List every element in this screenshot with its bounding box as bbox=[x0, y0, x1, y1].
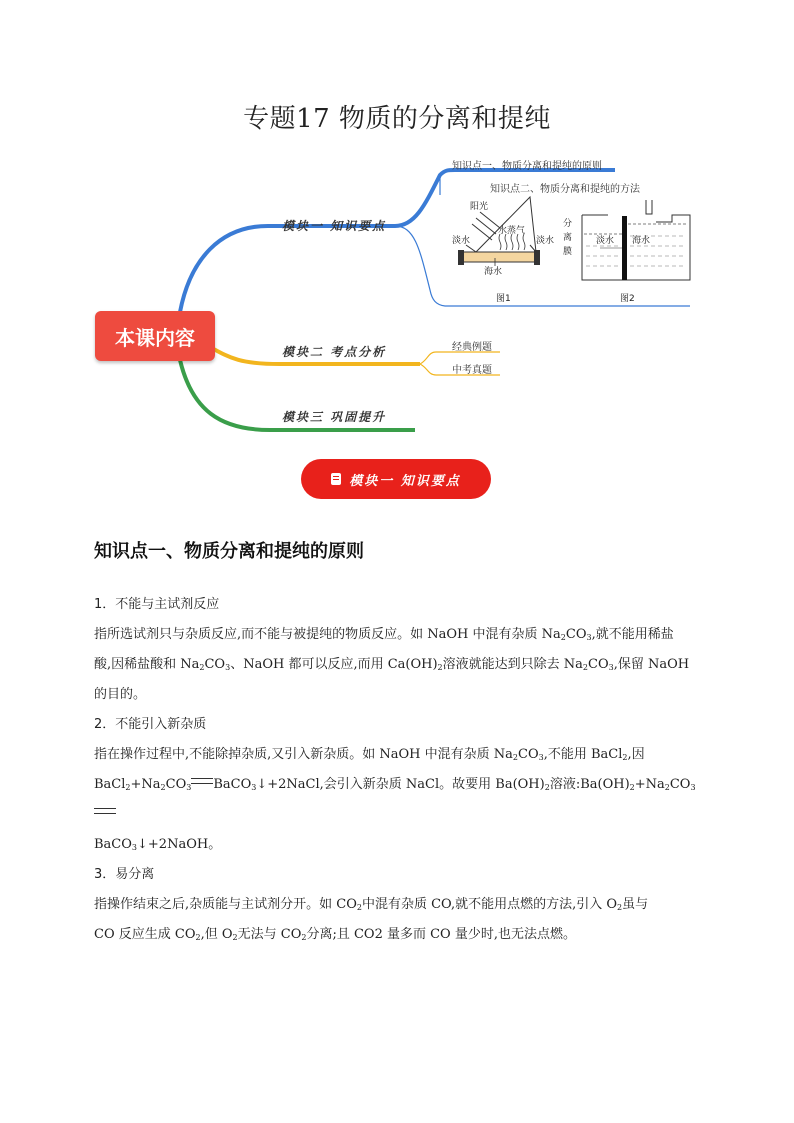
fig2-membrane bbox=[622, 216, 627, 280]
fig1-leg-left bbox=[458, 250, 464, 265]
branch-label-2: 模块二 考点分析 bbox=[282, 345, 387, 359]
item-3-body: 指操作结束之后,杂质能与主试剂分开。如 $CO_2$中混有杂质 CO,就不能用点燃的方法,引入 $O_2$虽与 CO 反应生成 $CO_2$,但 $O_2$无法与 $CO_2$分离;且 CO2 量多而 CO 量少时,也无法点燃。 bbox=[94, 897, 649, 942]
fig2-funnel bbox=[646, 200, 652, 214]
fig1-sunlight-label: 阳光 bbox=[470, 202, 489, 212]
fig1-fresh-right-label: 淡水 bbox=[536, 236, 555, 246]
item-1-title: 1．不能与主试剂反应 bbox=[94, 597, 220, 612]
fig1-basin bbox=[462, 252, 536, 262]
fig2-seawater-label: 海水 bbox=[632, 236, 651, 246]
fig1-sun-arrows bbox=[472, 212, 500, 240]
sub-item-exam: 中考真题 bbox=[452, 365, 492, 376]
module-pill bbox=[301, 459, 491, 499]
sub-item-point2: 知识点二、物质分离和提纯的方法 bbox=[490, 184, 640, 195]
mind-map bbox=[0, 0, 794, 520]
item-3-title: 3．易分离 bbox=[94, 867, 155, 882]
fig2-tank bbox=[582, 215, 690, 280]
fig2-membrane-label-1: 分 bbox=[563, 219, 573, 229]
fig1-leg-right bbox=[534, 250, 540, 265]
mind-map-lines bbox=[0, 0, 794, 520]
fig2-membrane-label-2: 离 bbox=[563, 233, 573, 243]
item-1-body: 指所选试剂只与杂质反应,而不能与被提纯的物质反应。如 NaOH 中混有杂质 $Na_2CO_3$,就不能用稀盐 酸,因稀盐酸和 $Na_2CO_3$、NaOH 都可以反应,而用 $Ca(OH)_2$溶液就能达到只除去 $Na_2CO_3$,保留 NaOH 的目的。 bbox=[94, 627, 690, 702]
sub-item-classic: 经典例题 bbox=[452, 342, 492, 353]
fig1-vapor-label: 水蒸气 bbox=[498, 226, 526, 236]
fig1-fresh-left-label: 淡水 bbox=[452, 236, 471, 246]
fig2-caption: 图2 bbox=[620, 294, 635, 304]
sub-item-point1: 知识点一、物质分离和提纯的原则 bbox=[452, 161, 602, 172]
item-2-title: 2．不能引入新杂质 bbox=[94, 717, 207, 732]
item-2-body: 指在操作过程中,不能除掉杂质,又引入新杂质。如 NaOH 中混有杂质 $Na_2CO_3$,不能用 BaCl$_2$,因 $BaCl_2+Na_2CO_3$ BaCO$_3$↓+2NaCl,会引入新杂质 NaCl。故要用 $Ba(OH)_2$溶液$:Ba(OH)_2+Na_2CO_3$ BaCO$_3$↓+2NaOH。 bbox=[94, 747, 696, 852]
center-node: 本课内容 bbox=[95, 311, 215, 361]
fig1-caption: 图1 bbox=[496, 294, 511, 304]
fig2-fresh-label: 淡水 bbox=[596, 236, 615, 246]
equals-sign bbox=[191, 778, 213, 784]
branch-label-3: 模块三 巩固提升 bbox=[282, 410, 387, 424]
fig2-membrane-label-3: 膜 bbox=[563, 247, 573, 257]
fig1-seawater-label: 海水 bbox=[484, 267, 503, 277]
book-icon bbox=[331, 473, 341, 485]
section-content bbox=[94, 590, 704, 950]
fig1-vapor bbox=[499, 234, 525, 250]
section-heading: 知识点一、物质分离和提纯的原则 bbox=[94, 541, 364, 562]
module-pill-label: 模块一 知识要点 bbox=[349, 473, 461, 489]
page-title: 专题17 物质的分离和提纯 bbox=[243, 104, 551, 134]
equals-sign bbox=[94, 808, 116, 814]
branch-label-1: 模块一 知识要点 bbox=[282, 219, 387, 233]
